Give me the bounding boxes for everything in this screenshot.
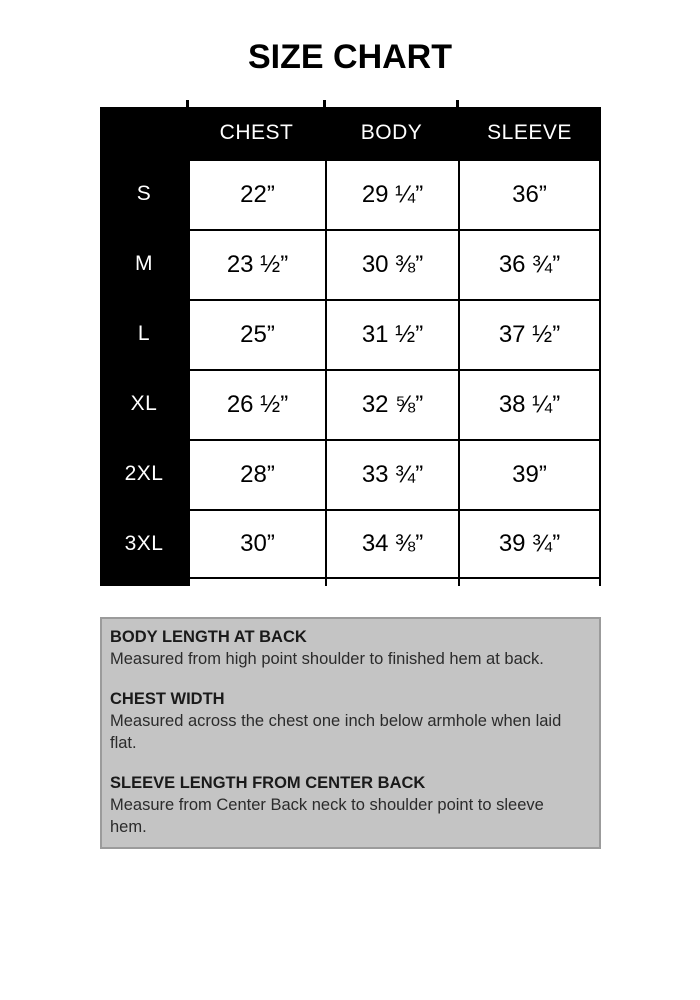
note-line: hem. xyxy=(110,818,147,836)
measurement-notes-box xyxy=(100,617,601,849)
size-label-m: M xyxy=(100,229,188,299)
table-border-stub xyxy=(323,100,326,107)
chest-value-m: 23 ½” xyxy=(188,229,325,299)
chest-value-3xl: 30” xyxy=(188,509,325,579)
page-title: SIZE CHART xyxy=(248,38,452,76)
note-heading: SLEEVE LENGTH FROM CENTER BACK xyxy=(110,774,426,792)
header-cell-sleeve: SLEEVE xyxy=(458,107,601,159)
sleeve-value-3xl: 39 ¾” xyxy=(458,509,601,579)
sleeve-value-m: 36 ¾” xyxy=(458,229,601,299)
sleeve-value-xl: 38 ¼” xyxy=(458,369,601,439)
chest-value-s: 22” xyxy=(188,159,325,229)
chest-value-l: 25” xyxy=(188,299,325,369)
size-label-2xl: 2XL xyxy=(100,439,188,509)
note-line: flat. xyxy=(110,734,137,752)
note-section-body-length xyxy=(110,626,591,670)
header-corner-cell xyxy=(100,107,188,159)
size-table-grid xyxy=(100,107,601,586)
header-cell-body: BODY xyxy=(325,107,458,159)
body-value-s: 29 ¼” xyxy=(325,159,458,229)
table-bottom-sliver xyxy=(458,579,601,586)
note-heading: BODY LENGTH AT BACK xyxy=(110,628,307,646)
body-value-2xl: 33 ¾” xyxy=(325,439,458,509)
table-bottom-sliver xyxy=(100,579,188,586)
table-bottom-sliver xyxy=(188,579,325,586)
body-value-m: 30 ⅜” xyxy=(325,229,458,299)
note-line: Measured across the chest one inch below armhole when laid xyxy=(110,712,562,730)
body-value-l: 31 ½” xyxy=(325,299,458,369)
table-border-stub xyxy=(186,100,189,107)
note-line: Measured from high point shoulder to finished hem at back. xyxy=(110,650,544,668)
table-border-stub xyxy=(456,100,459,107)
size-label-l: L xyxy=(100,299,188,369)
sleeve-value-s: 36” xyxy=(458,159,601,229)
table-bottom-sliver xyxy=(325,579,458,586)
sleeve-value-2xl: 39” xyxy=(458,439,601,509)
note-heading: CHEST WIDTH xyxy=(110,690,225,708)
size-label-xl: XL xyxy=(100,369,188,439)
header-cell-chest: CHEST xyxy=(188,107,325,159)
size-label-s: S xyxy=(100,159,188,229)
chest-value-2xl: 28” xyxy=(188,439,325,509)
body-value-3xl: 34 ⅜” xyxy=(325,509,458,579)
note-section-chest-width xyxy=(110,688,591,754)
chest-value-xl: 26 ½” xyxy=(188,369,325,439)
size-table xyxy=(100,100,601,586)
table-top-border-stubs xyxy=(100,100,601,107)
note-line: Measure from Center Back neck to shoulder point to sleeve xyxy=(110,796,544,814)
size-label-3xl: 3XL xyxy=(100,509,188,579)
sleeve-value-l: 37 ½” xyxy=(458,299,601,369)
note-section-sleeve-length xyxy=(110,772,591,838)
body-value-xl: 32 ⅝” xyxy=(325,369,458,439)
